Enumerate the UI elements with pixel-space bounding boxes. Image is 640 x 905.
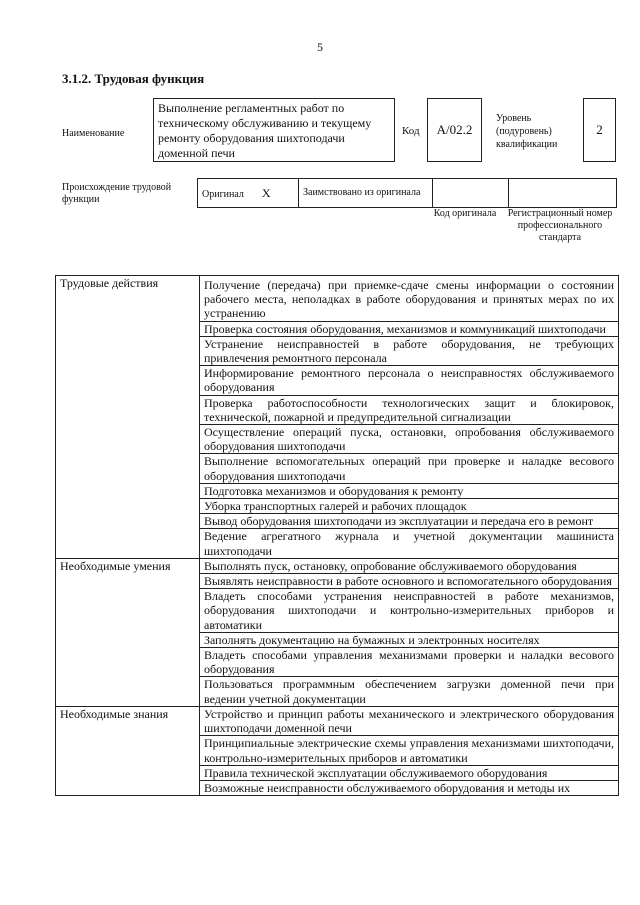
table-cell: Выявлять неисправности в работе основного и вспомогательного оборудования [200,574,619,589]
code-value: А/02.2 [436,122,473,137]
origin-original-cell [198,179,299,208]
table-cell: Проверка работоспособности технологических защит и блокировок, технической, пожарной и предупредительной сигнализации [200,395,619,424]
name-label: Наименование [62,128,125,139]
code-label: Код [402,125,420,137]
table-cell: Владеть способами управления механизмами проверки и наладки весового оборудования [200,648,619,677]
original-label: Оригинал [202,189,244,200]
table-row [56,558,619,573]
table-cell: Осуществление операций пуска, остановки, опробования обслуживаемого оборудования шихтоподачи [200,425,619,454]
level-label: Уровень (подуровень) квалификации [496,113,558,150]
table-cell: Вывод оборудования шихтоподачи из эксплуатации и передача его в ремонт [200,514,619,529]
table-row [56,276,619,322]
level-value: 2 [596,122,603,137]
level-box [583,98,616,162]
page-number: 5 [317,40,323,54]
origin-label: Происхождение трудовой функции [62,182,172,205]
table-cell: Правила технической эксплуатации обслуживаемого оборудования [200,765,619,780]
table-cell: Владеть способами устранения неисправностей в работе механизмов, оборудования шихтоподачи и контрольно-измерительных приборов и автоматики [200,589,619,633]
category-cell: Необходимые знания [56,706,200,795]
table-cell: Подготовка механизмов и оборудования к ремонту [200,483,619,498]
table-cell: Устройство и принцип работы механического и электрического оборудования шихтоподачи доменной печи [200,706,619,735]
table-cell: Выполнение вспомогательных операций при проверке и наладке весового оборудования шихтоподачи [200,454,619,483]
origin-borrowed-cell [299,179,433,208]
function-name-text: Выполнение регламентных работ по техническому обслуживанию и текущему ремонту оборудования шихтоподачи доменной печи [158,101,372,160]
table-cell: Принципиальные электрические схемы управления механизмами шихтоподачи, контрольно-измерительных приборов и автоматики [200,736,619,765]
table-cell: Уборка транспортных галерей и рабочих площадок [200,499,619,514]
table-cell: Заполнять документацию на бумажных и электронных носителях [200,632,619,647]
category-cell: Трудовые действия [56,276,200,559]
table-cell: Выполнять пуск, остановку, опробование обслуживаемого оборудования [200,558,619,573]
category-cell: Необходимые умения [56,558,200,706]
code-box [427,98,482,162]
reg-caption: Регистрационный номер профессионального стандарта [507,208,613,243]
original-mark: X [261,186,271,200]
table-cell: Информирование ремонтного персонала о неисправностях обслуживаемого оборудования [200,366,619,395]
table-cell: Проверка состояния оборудования, механизмов и коммуникаций шихтоподачи [200,321,619,336]
table-cell: Ведение агрегатного журнала и учетной документации машиниста шихтоподачи [200,529,619,558]
borrowed-label: Заимствовано из оригинала [303,187,421,198]
code-caption: Код оригинала [433,208,497,219]
table-cell: Устранение неисправностей в работе оборудования, не требующих привлечения ремонтного персонала [200,336,619,365]
labor-function-table [55,275,619,796]
origin-code-cell [433,179,509,208]
section-title: 3.1.2. Трудовая функция [62,71,205,86]
table-row [56,706,619,735]
origin-table [197,178,617,208]
table-cell: Возможные неисправности обслуживаемого оборудования и методы их [200,780,619,795]
origin-reg-cell [509,179,617,208]
table-cell: Получение (передача) при приемке-сдаче смены информации о состоянии рабочего места, неполадках в работе оборудования и принятых мерах по их устранению [200,276,619,322]
function-name-box [153,98,395,162]
table-cell: Пользоваться программным обеспечением загрузки доменной печи при ведении учетной документации [200,677,619,706]
